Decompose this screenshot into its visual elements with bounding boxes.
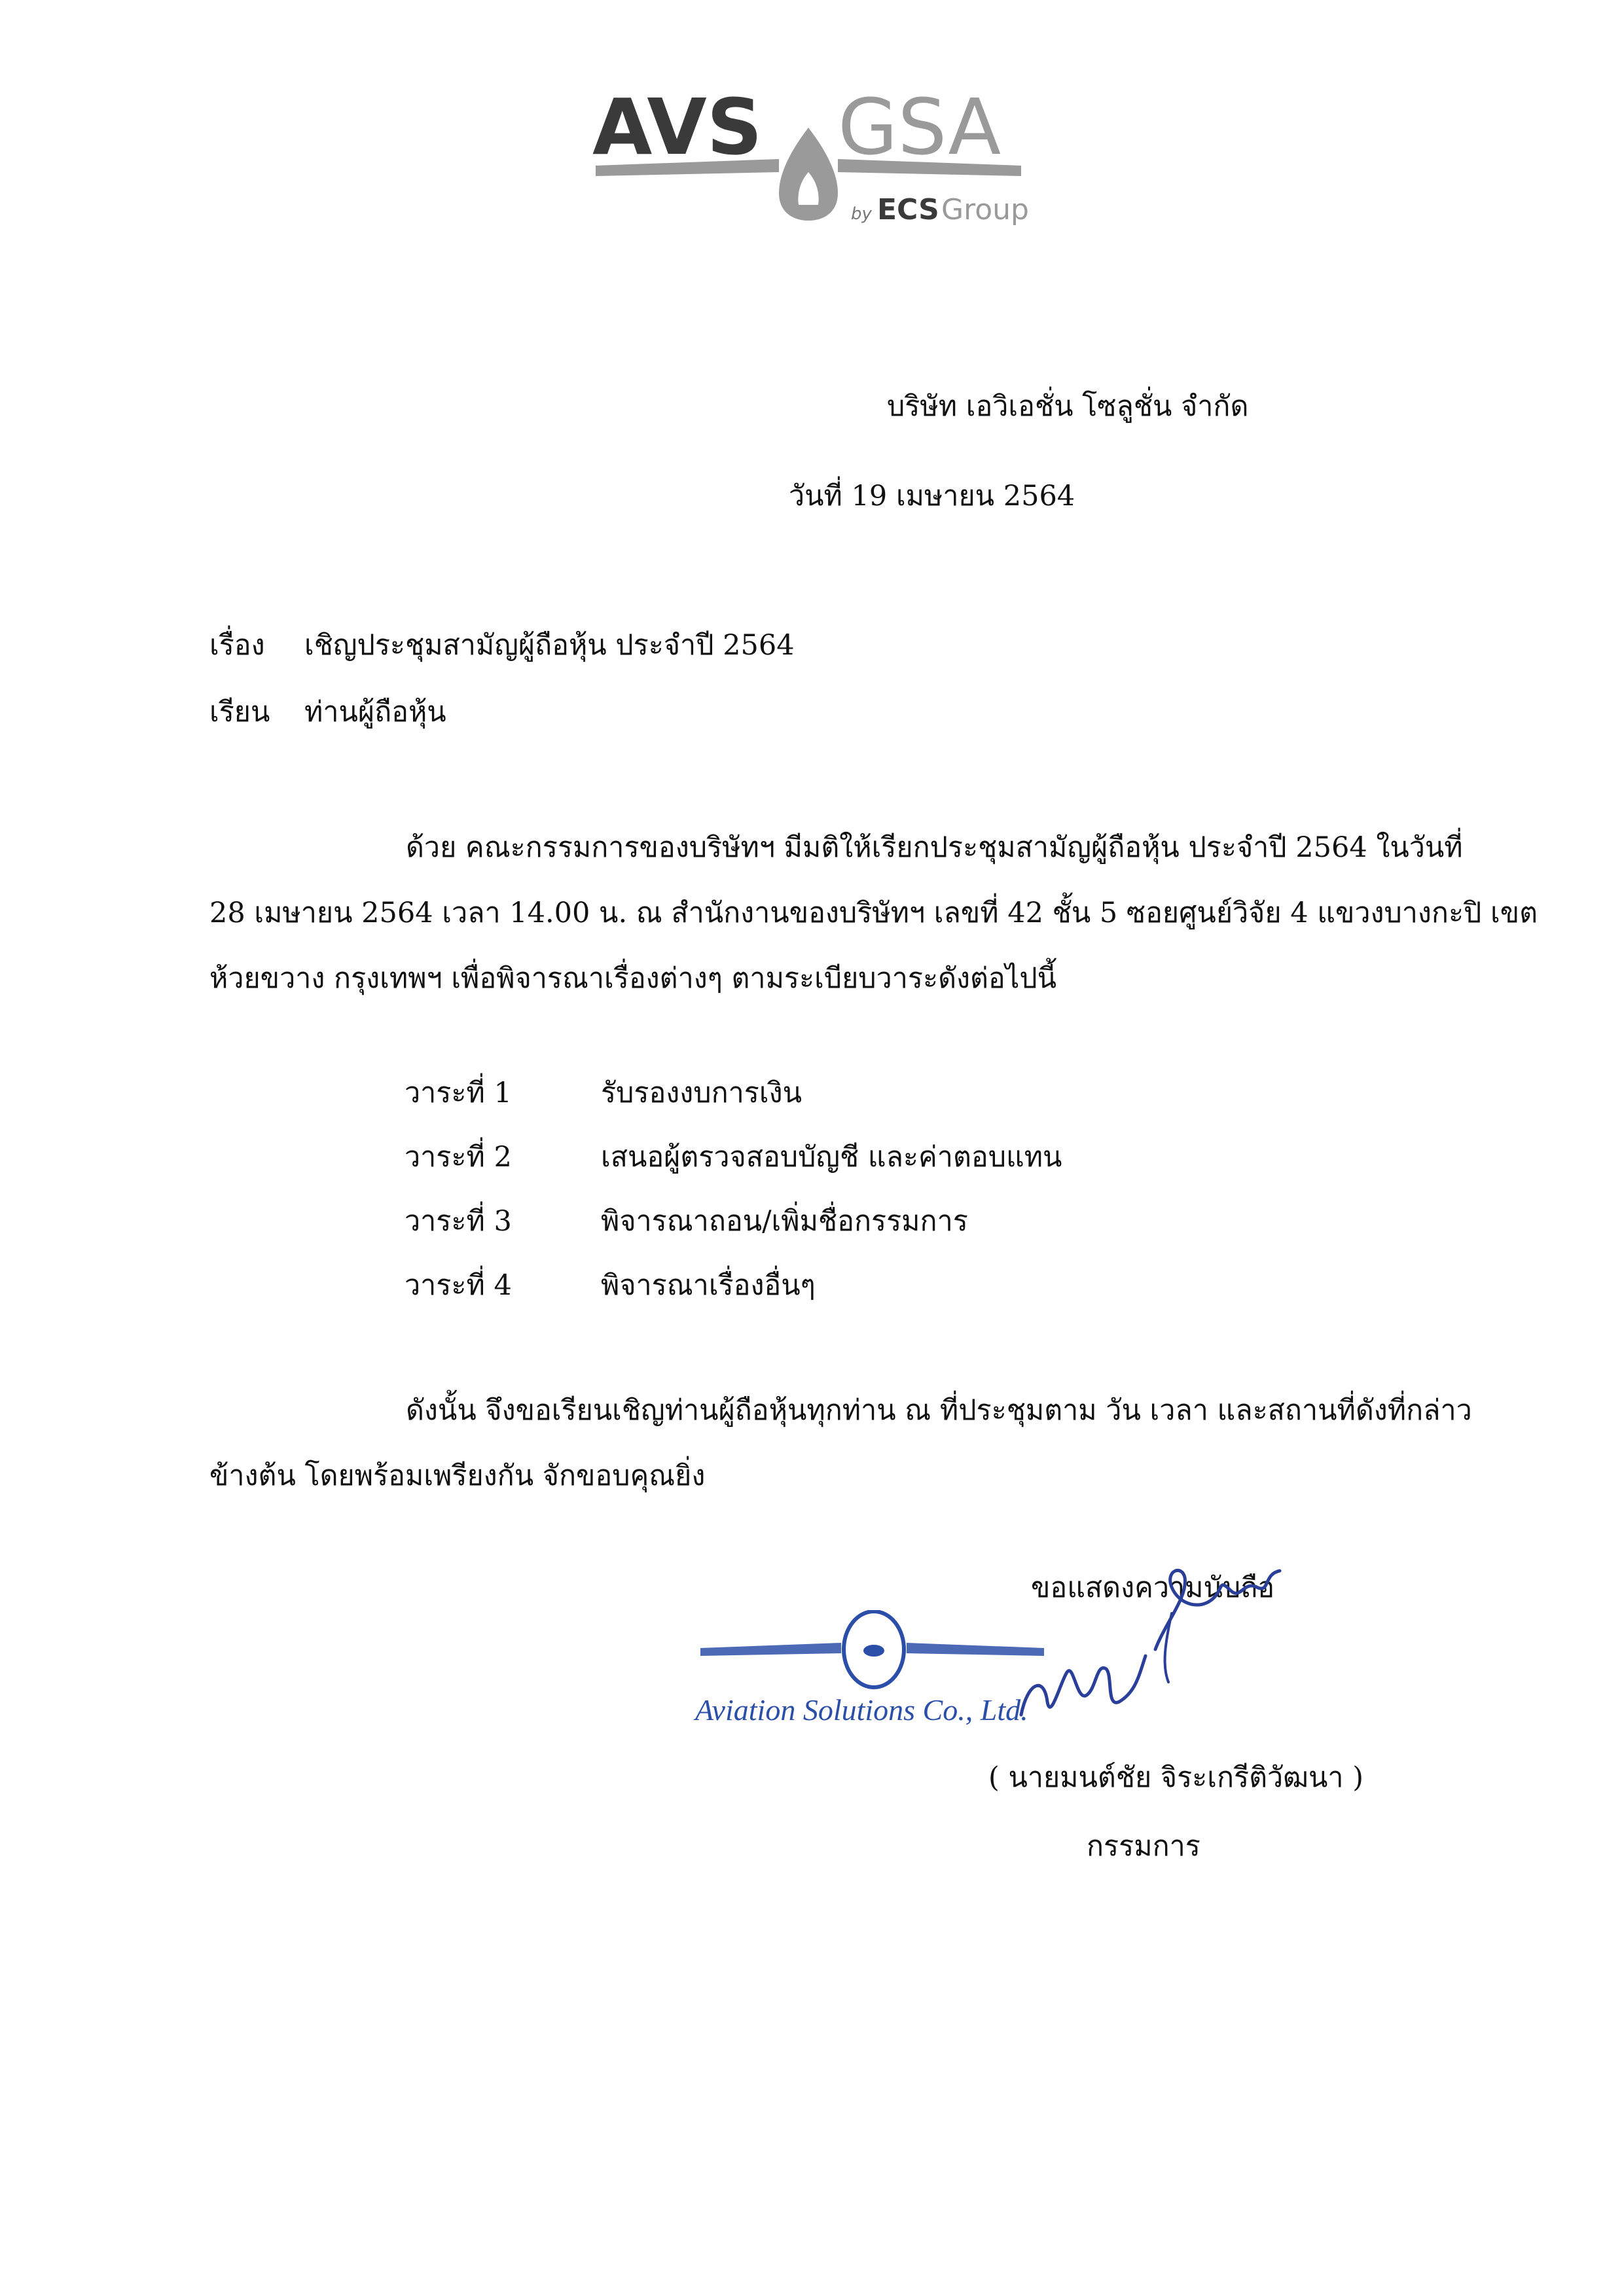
signature-stroke <box>1165 1613 1172 1682</box>
recipient-value: ท่านผู้ถือหุ้น <box>304 696 446 728</box>
logo-group-bold: ECS <box>877 193 939 226</box>
signature-stroke <box>1155 1570 1280 1649</box>
agenda-text: พิจารณาเรื่องอื่นๆ <box>601 1269 816 1302</box>
stamp-graphic <box>687 1610 1054 1741</box>
paragraph-line: ดังนั้น จึงขอเรียนเชิญท่านผู้ถือหุ้นทุกท่าน ณ ที่ประชุมตาม วัน เวลา และสถานที่ดังที่กล่าว <box>406 1394 1472 1427</box>
agenda-number: วาระที่ 2 <box>405 1141 512 1174</box>
signature-stroke <box>1021 1656 1146 1715</box>
signer-name: ( นายมนต์ชัย จิระเกรีติวัฒนา ) <box>988 1761 1364 1794</box>
body-paragraph-1 <box>209 815 1538 1011</box>
agenda-text: เสนอผู้ตรวจสอบบัญชี และค่าตอบแทน <box>601 1141 1062 1174</box>
agenda-text: พิจารณาถอน/เพิ่มชื่อกรรมการ <box>601 1205 968 1238</box>
paragraph-line: 28 เมษายน 2564 เวลา 14.00 น. ณ สำนักงานของบริษัทฯ เลขที่ 42 ชั้น 5 ซอยศูนย์วิจัย 4 แขวงบางกะปิ เขต <box>209 897 1538 929</box>
stamp-emblem-core <box>863 1645 884 1657</box>
handwritten-signature <box>1015 1551 1290 1741</box>
logo-by: by <box>851 204 872 224</box>
closing-salutation: ขอแสดงความนับถือ <box>1031 1571 1275 1604</box>
company-name: บริษัท เอวิเอชั่น โซลูชั่น จำกัด <box>887 390 1249 423</box>
logo-graphic <box>583 88 1034 239</box>
agenda-number: วาระที่ 1 <box>405 1077 512 1109</box>
company-logo <box>583 88 1034 239</box>
paragraph-line: ด้วย คณะกรรมการของบริษัทฯ มีมติให้เรียกประชุมสามัญผู้ถือหุ้น ประจำปี 2564 ในวันที่ <box>406 831 1463 864</box>
stamp-company-text: Aviation Solutions Co., Ltd. <box>695 1693 1028 1727</box>
letter-date: วันที่ 19 เมษายน 2564 <box>789 480 1075 512</box>
logo-word-right: GSA <box>838 88 1001 172</box>
body-paragraph-2 <box>209 1378 1472 1509</box>
company-stamp <box>687 1610 1054 1741</box>
agenda-text: รับรองงบการเงิน <box>601 1077 802 1109</box>
paragraph-line: ห้วยขวาง กรุงเทพฯ เพื่อพิจารณาเรื่องต่างๆ ตามระเบียบวาระดังต่อไปนี้ <box>209 962 1057 995</box>
stamp-left-wing <box>700 1643 841 1656</box>
agenda-number: วาระที่ 4 <box>405 1269 512 1302</box>
subject-value: เชิญประชุมสามัญผู้ถือหุ้น ประจำปี 2564 <box>304 629 795 662</box>
logo-word-left: AVS <box>592 88 763 172</box>
subject-label: เรื่อง <box>209 629 265 662</box>
paragraph-line: ข้างต้น โดยพร้อมเพรียงกัน จักขอบคุณยิ่ง <box>209 1460 706 1492</box>
signer-position: กรรมการ <box>1087 1830 1200 1863</box>
agenda-number: วาระที่ 3 <box>405 1205 512 1238</box>
logo-group-light: Group <box>941 193 1029 226</box>
signature-graphic <box>1015 1551 1290 1741</box>
recipient-label: เรียน <box>209 696 270 728</box>
